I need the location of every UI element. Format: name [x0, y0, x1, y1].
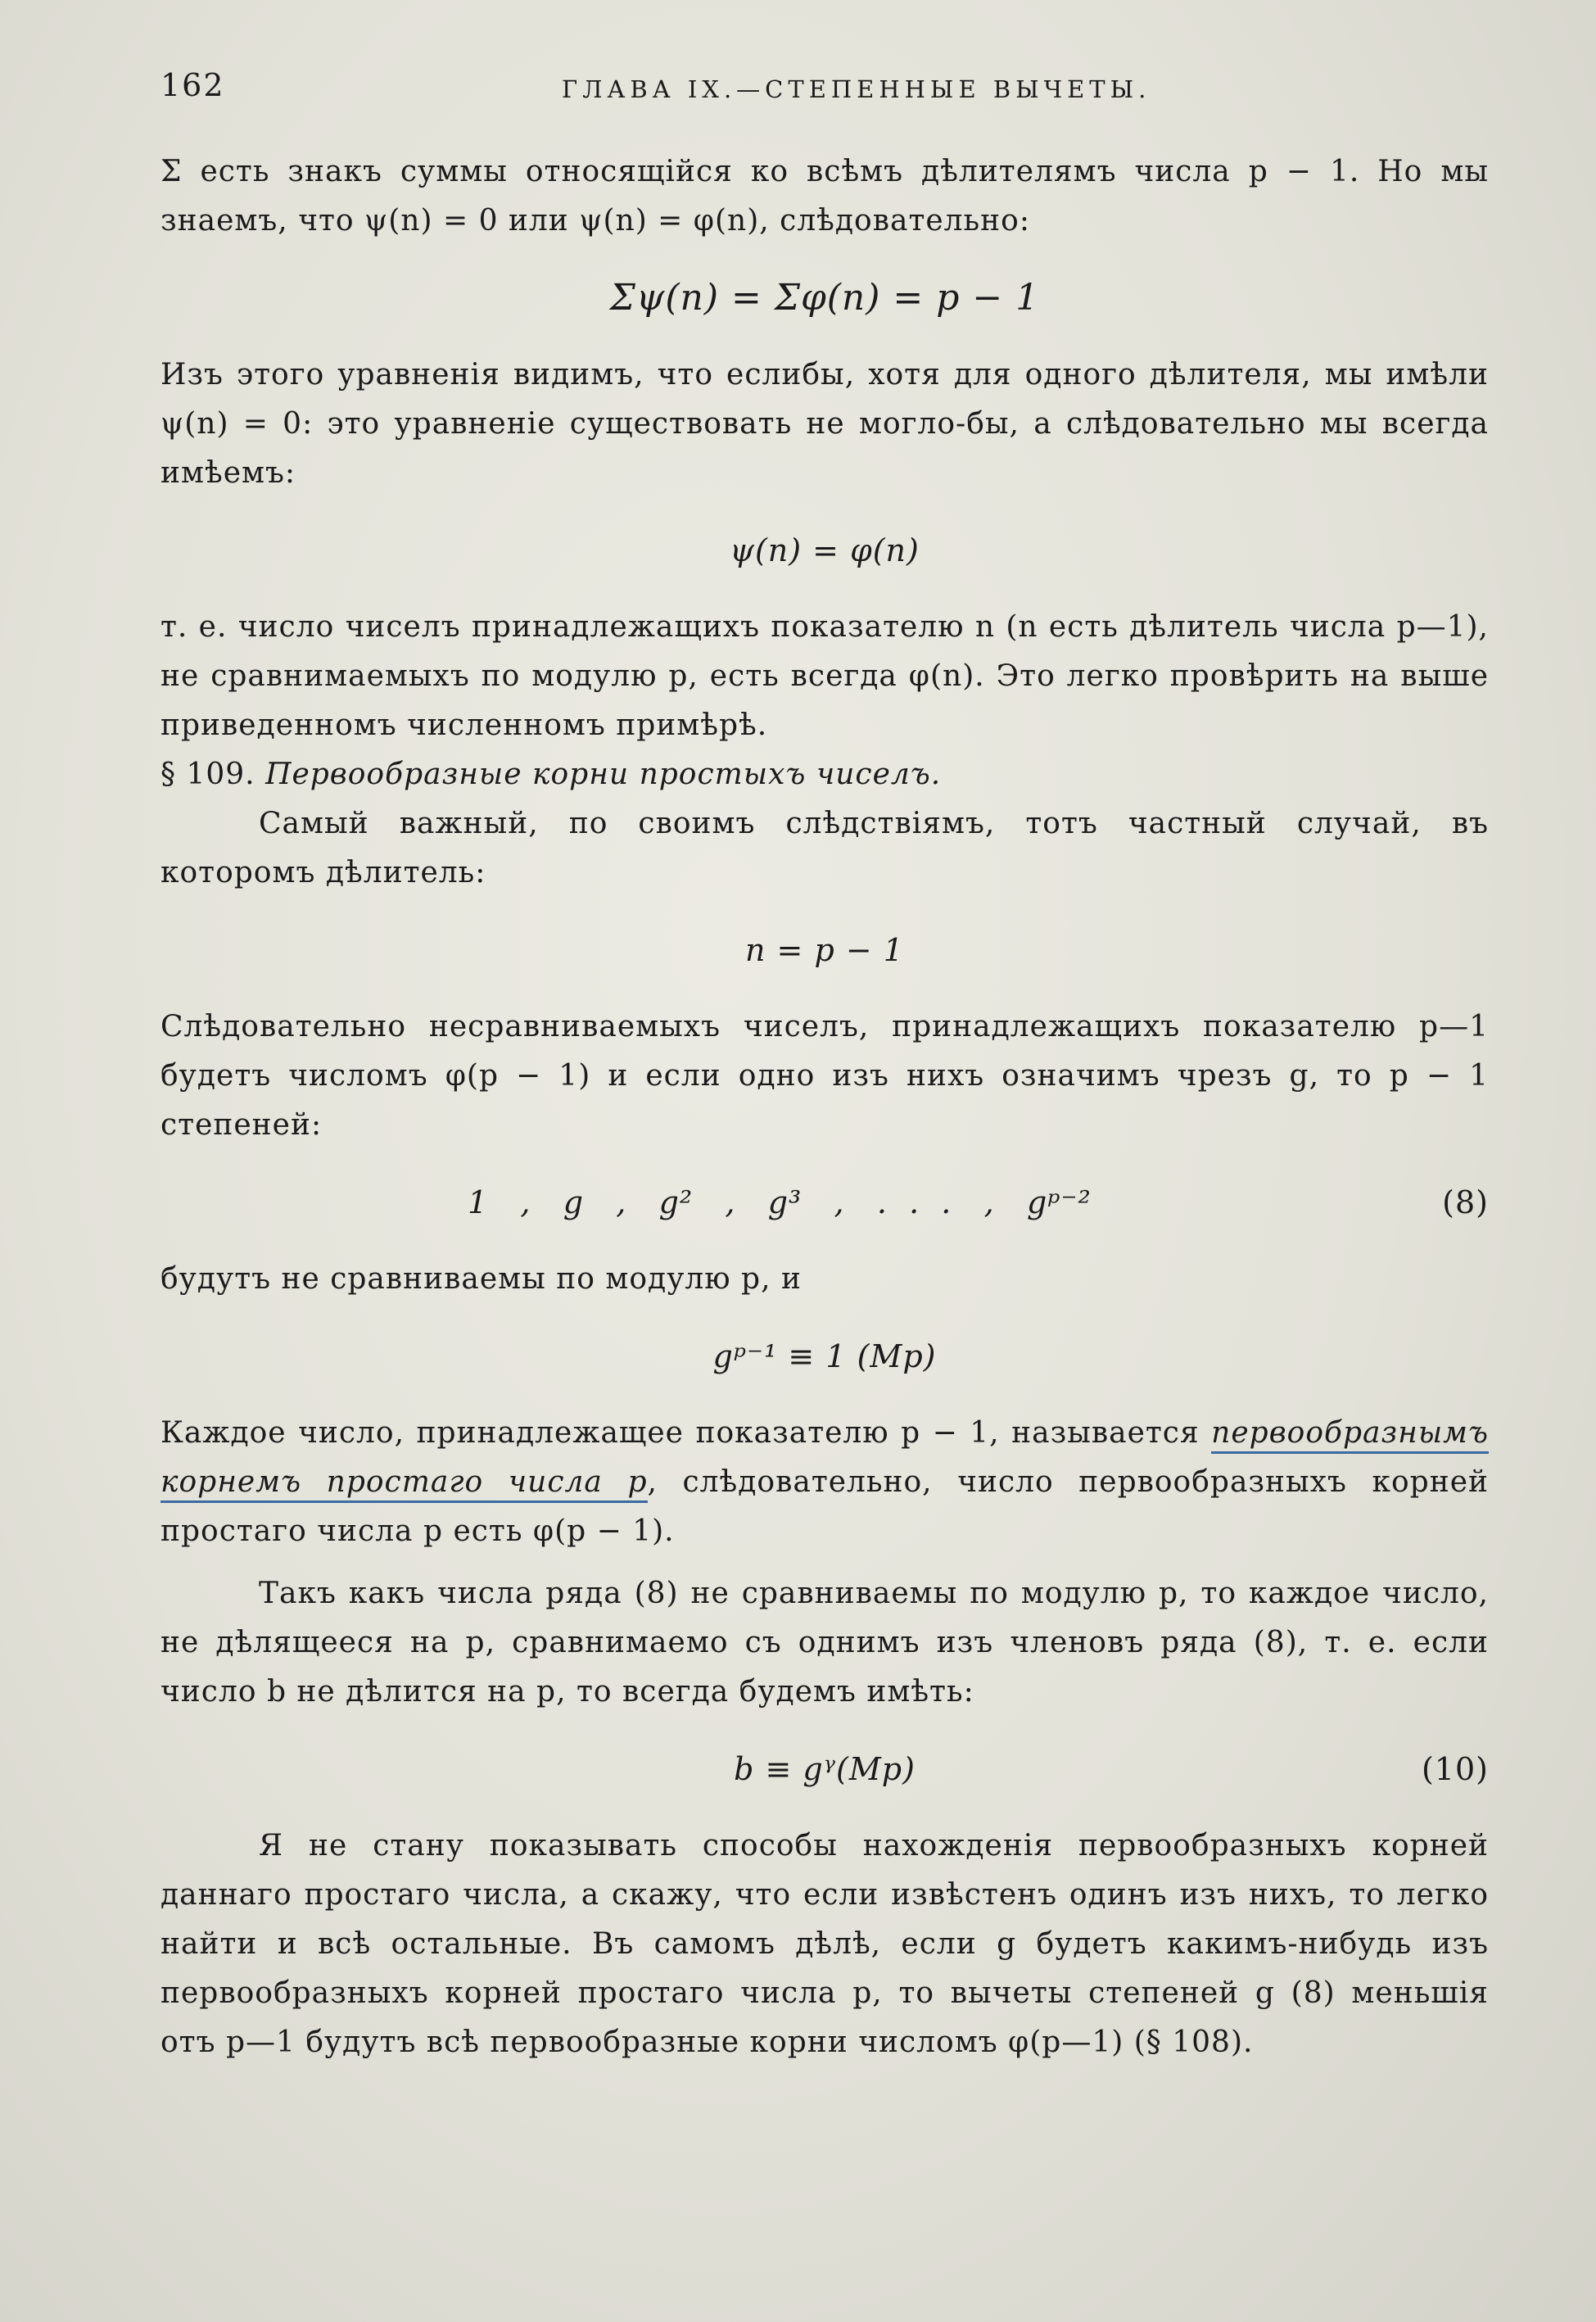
- paragraph-important-case: Самый важный, по своимъ слѣдствіямъ, тотъ частный случай, въ которомъ дѣлитель:: [161, 807, 1489, 889]
- paragraph-finding-roots: Я не стану показывать способы нахожденія первообразныхъ корней даннаго простаго числа, а скажу, что если извѣстенъ одинъ изъ нихъ, то легко найти и всѣ остальные. Въ самомъ дѣлѣ, если g будетъ какимъ-нибудь изъ первообразныхъ корней простаго числа p, то вычеты степеней g (8) меньшія отъ p—1 будутъ всѣ первообразные корни числомъ φ(p—1) (§ 108).: [161, 1829, 1489, 2059]
- formula-psi-phi: [161, 526, 1489, 575]
- formula-fermat-congruence-text: gᵖ⁻¹ ≡ 1 (Mp): [712, 1338, 937, 1374]
- formula-power-sequence: [161, 1178, 1489, 1227]
- paragraph-number-count: т. е. число чиселъ принадлежащихъ показателю n (n есть дѣлитель числа p—1), не сравнимаемыхъ по модулю p, есть всегда φ(n). Это легко провѣрить на выше приведенномъ численномъ примѣрѣ.: [161, 610, 1489, 742]
- section-heading: [161, 750, 1489, 799]
- paragraph-not-comparable: будутъ не сравниваемы по модулю p, и: [161, 1262, 802, 1296]
- formula-psi-phi-text: ψ(n) = φ(n): [730, 532, 920, 568]
- power-sequence-terms: 1 , g , g² , g³ , . . . , gᵖ⁻²: [468, 1184, 1092, 1220]
- definition-text-end: , слѣдовательно, число первообразныхъ корней простаго числа p есть φ(p − 1).: [161, 1465, 1489, 1548]
- paragraph-sum-sign: Σ есть знакъ суммы относящійся ко всѣмъ дѣлителямъ числа p − 1. Но мы знаемъ, что ψ(n) = 0 или ψ(n) = φ(n), слѣдовательно:: [161, 155, 1489, 238]
- defined-term: первообразнымъ корнемъ простаго числа p: [161, 1416, 1489, 1503]
- page-header: [161, 67, 1495, 116]
- section-number: § 109.: [161, 758, 255, 791]
- paragraph-primitive-root-definition: [161, 1409, 1489, 1556]
- paragraph-equation-reasoning: Изъ этого уравненія видимъ, что еслибы, хотя для одного дѣлителя, мы имѣли ψ(n) = 0: это уравненіе существовать не могло-бы, а слѣдовательно мы всегда имѣемъ:: [161, 358, 1489, 490]
- page-number: 162: [161, 67, 225, 103]
- section-title: Первообразные корни простыхъ чиселъ.: [265, 758, 942, 791]
- running-head: ГЛАВА IX.—СТЕПЕННЫЕ ВЫЧЕТЫ.: [562, 75, 1151, 103]
- page-body: [161, 147, 1489, 2067]
- equation-number-10: (10): [1421, 1751, 1489, 1787]
- formula-b-congruence-text: b ≡ gᵞ(Mp): [734, 1751, 916, 1787]
- formula-fermat-congruence: [161, 1332, 1489, 1381]
- paragraph-consequently: Слѣдовательно несравниваемыхъ чиселъ, принадлежащихъ показателю p—1 будетъ числомъ φ(p − 1) и если одно изъ нихъ означимъ чрезъ g, то p − 1 степеней:: [161, 1010, 1489, 1142]
- formula-sum-psi-text: Σψ(n) = Σφ(n) = p − 1: [609, 277, 1040, 319]
- paragraph-residue-classes: Такъ какъ числа ряда (8) не сравниваемы по модулю p, то каждое число, не дѣлящееся на p, сравнимаемо съ однимъ изъ членовъ ряда (8), т. е. если число b не дѣлится на p, то всегда будемъ имѣть:: [161, 1577, 1489, 1709]
- equation-number-8: (8): [1442, 1184, 1489, 1220]
- definition-text-start: Каждое число, принадлежащее показателю p − 1, называется: [161, 1416, 1212, 1450]
- formula-n-equals: [161, 926, 1489, 975]
- formula-n-equals-text: n = p − 1: [745, 932, 904, 968]
- formula-b-congruence: [161, 1745, 1489, 1794]
- formula-sum-psi: [161, 274, 1489, 323]
